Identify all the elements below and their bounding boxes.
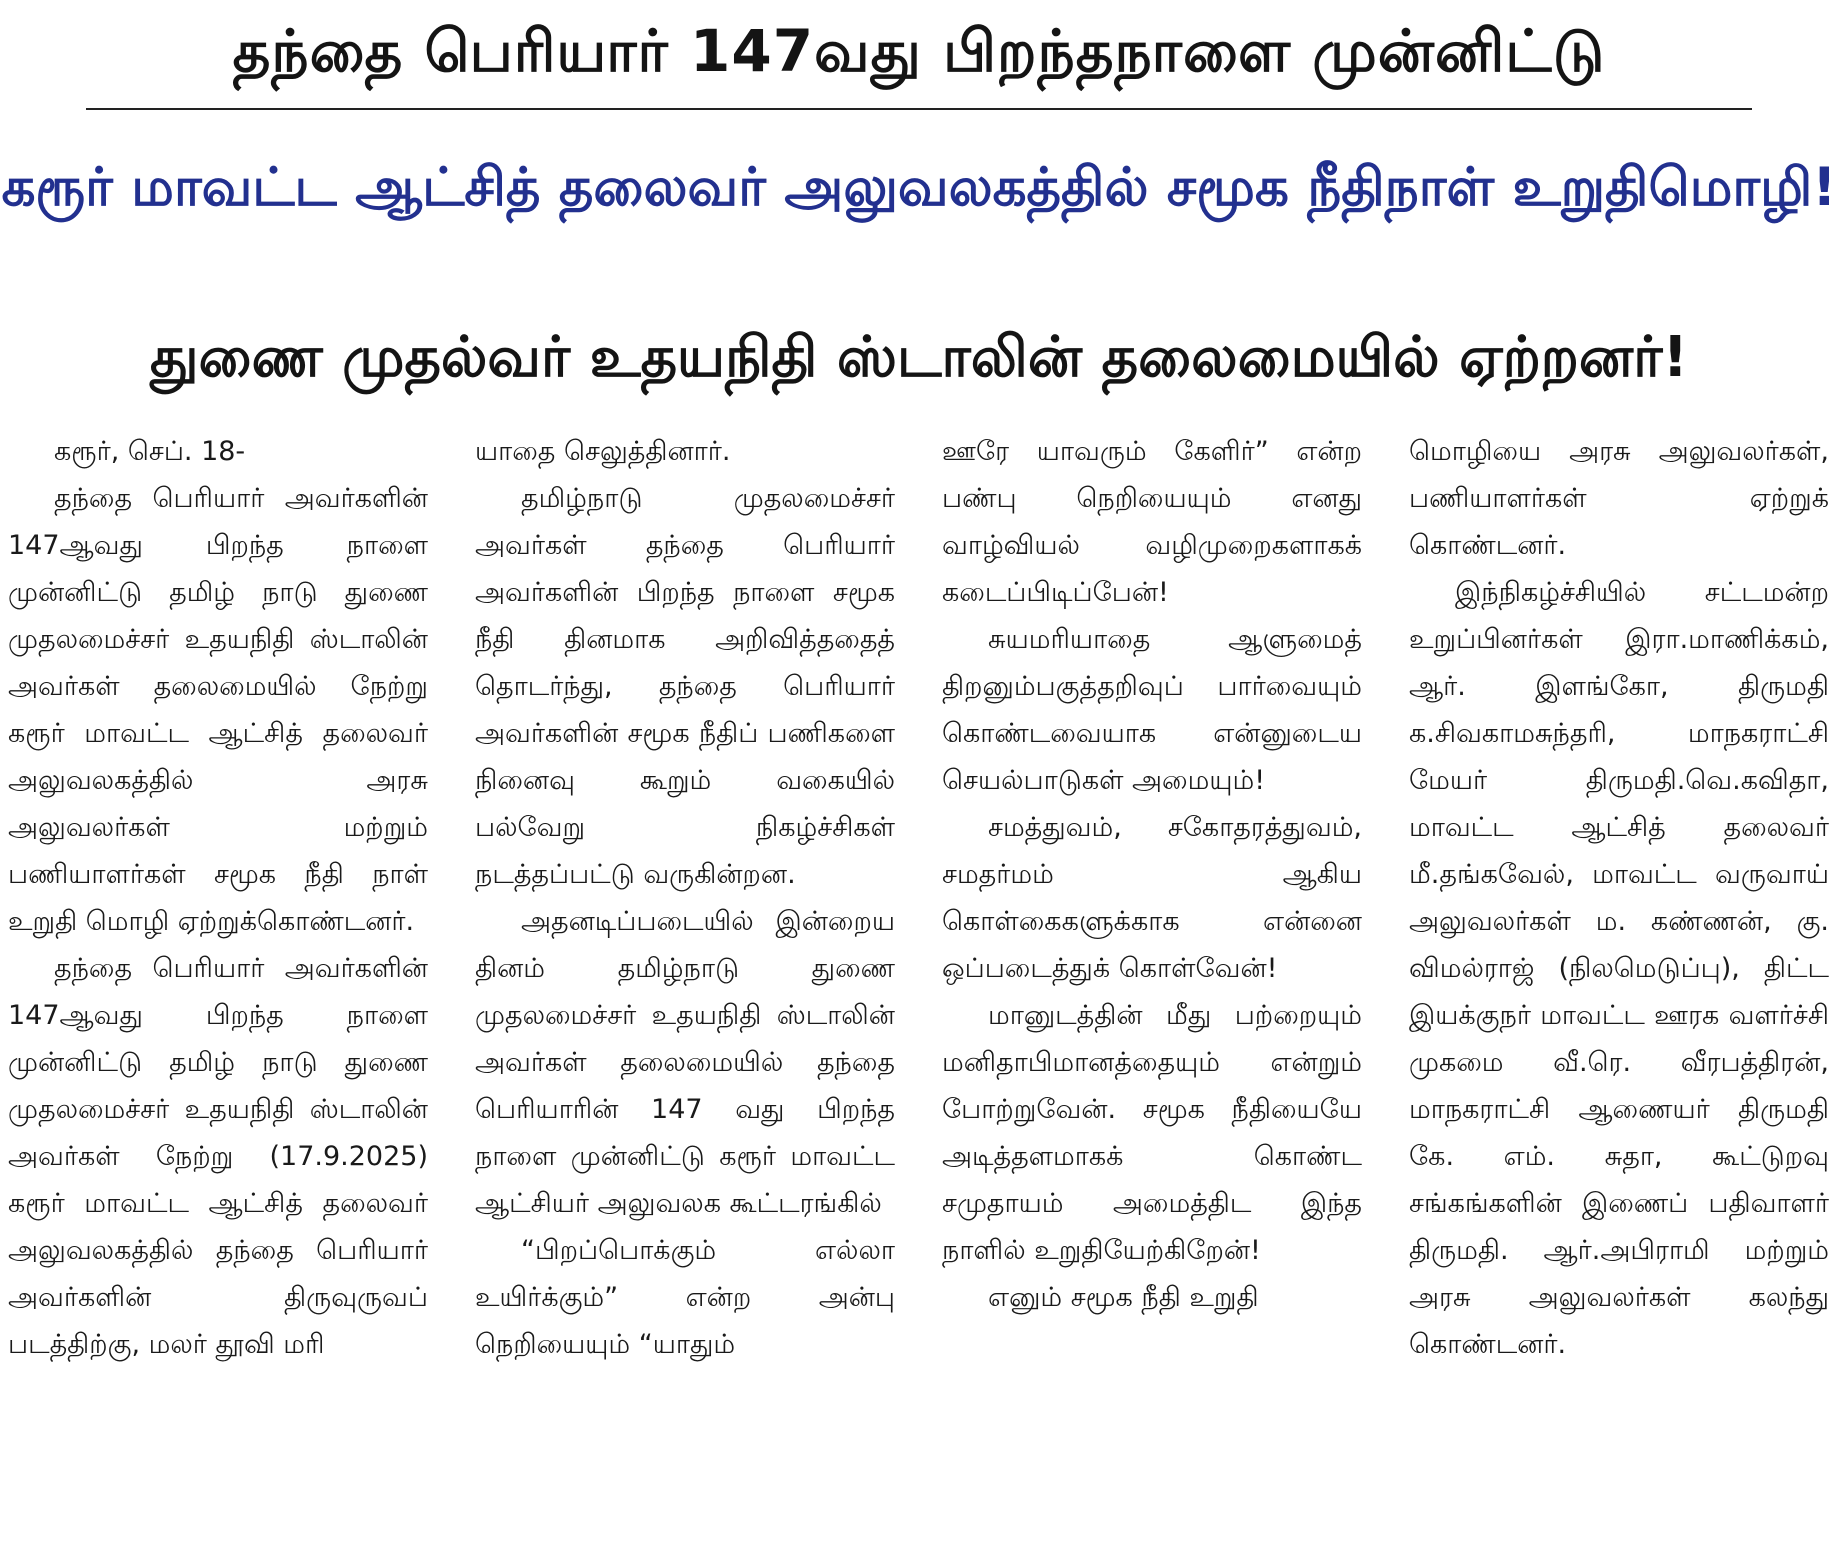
paragraph: தந்தை பெரியார் அவர்களின் 147ஆவது பிறந்த நாளை முன்னிட்டு தமிழ் நாடு துணை முதலமைச்சர் உதயநிதி ஸ்டாலின் அவர்கள் தலைமையில் நேற்று கரூர் மாவட்ட ஆட்சித் தலைவர் அலுவலகத்தில் அரசு அலுவலர்கள் மற்றும் பணியாளர்கள் சமூக நீதி நாள் உறுதி மொழி ஏற்றுக்கொண்டனர். [8,483,428,937]
paragraph: தமிழ்நாடு முதலமைச்சர் அவர்கள் தந்தை பெரியார் அவர்களின் பிறந்த நாளை சமூக நீதி தினமாக அறிவித்ததைத் தொடர்ந்து, தந்தை பெரியார் அவர்களின் சமூக நீதிப் பணிகளை நினைவு கூறும் வகையில் பல்வேறு நிகழ்ச்சிகள் நடத்தப்பட்டு வருகின்றன. [475,483,895,890]
dateline: கரூர், செப். 18- [54,436,246,467]
paragraph: சுயமரியாதை ஆளுமைத் திறனும்பகுத்தறிவுப் பார்வையும் கொண்டவையாக என்னுடைய செயல்பாடுகள் அமையும்! [942,624,1362,796]
paragraph: தந்தை பெரியார் அவர்களின் 147ஆவது பிறந்த நாளை முன்னிட்டு தமிழ் நாடு துணை முதலமைச்சர் உதயநிதி ஸ்டாலின் அவர்கள் நேற்று (17.9.2025) கரூர் மாவட்ட ஆட்சித் தலைவர் அலுவலகத்தில் தந்தை பெரியார் அவர்களின் திருவுருவப் படத்திற்கு, மலர் தூவி மரி [8,953,428,1360]
article-column-4 [1409,428,1829,1368]
article-column-3 [942,428,1362,1321]
paragraph: இந்நிகழ்ச்சியில் சட்டமன்ற உறுப்பினர்கள் இரா.மாணிக்கம், ஆர். இளங்கோ, திருமதி க.சிவகாமசுந்தரி, மாநகராட்சி மேயர் திருமதி.வெ.கவிதா, மாவட்ட ஆட்சித் தலைவர் மீ.தங்கவேல், மாவட்ட வருவாய் அலுவலர்கள் ம. கண்ணன், கு. விமல்ராஜ் (நிலமெடுப்பு), திட்ட இயக்குநர் மாவட்ட ஊரக வளர்ச்சி முகமை வீ.ரெ. வீரபத்திரன், மாநகராட்சி ஆணையர் திருமதி கே. எம். சுதா, கூட்டுறவு சங்கங்களின் இணைப் பதிவாளர் திருமதி. ஆர்.அபிராமி மற்றும் அரசு அலுவலர்கள் கலந்து கொண்டனர். [1409,577,1829,1360]
paragraph: மானுடத்தின் மீது பற்றையும் மனிதாபிமானத்தையும் என்றும் போற்றுவேன். சமூக நீதியையே அடித்தளமாகக் கொண்ட சமுதாயம் அமைத்திட இந்த நாளில் உறுதியேற்கிறேன்! [942,1000,1362,1266]
paragraph: “பிறப்பொக்கும் எல்லா உயிர்க்கும்” என்ற அன்பு நெறியையும் “யாதும் [475,1235,895,1360]
paragraph: எனும் சமூக நீதி உறுதி [988,1282,1259,1313]
paragraph: சமத்துவம், சகோதரத்துவம், சமதர்மம் ஆகிய கொள்கைகளுக்காக என்னை ஒப்படைத்துக் கொள்வேன்! [942,812,1362,984]
paragraph: யாதை செலுத்தினார். [475,436,731,467]
paragraph: மொழியை அரசு அலுவலர்கள், பணியாளர்கள் ஏற்றுக் கொண்டனர். [1409,436,1829,561]
sub-headline: துணை முதல்வர் உதயநிதி ஸ்டாலின் தலைமையில் ஏற்றனர்! [149,325,1689,390]
headline-rule [86,108,1752,110]
paragraph: ஊரே யாவரும் கேளிர்” என்ற பண்பு நெறியையும் எனது வாழ்வியல் வழிமுறைகளாகக் கடைப்பிடிப்பேன்! [942,436,1362,608]
article-column-1 [8,428,428,1368]
kicker-headline: தந்தை பெரியார் 147வது பிறந்தநாளை முன்னிட்டு [232,17,1606,85]
article-body [0,428,1838,1562]
article-column-2 [475,428,895,1368]
main-headline: கரூர் மாவட்ட ஆட்சித் தலைவர் அலுவலகத்தில் சமூக நீதிநாள் உறுதிமொழி! [1,157,1837,218]
paragraph: அதனடிப்படையில் இன்றைய தினம் தமிழ்நாடு துணை முதலமைச்சர் உதயநிதி ஸ்டாலின் அவர்கள் தலைமையில் தந்தை பெரியாரின் 147 வது பிறந்த நாளை முன்னிட்டு கரூர் மாவட்ட ஆட்சியர் அலுவலக கூட்டரங்கில் [475,906,895,1219]
